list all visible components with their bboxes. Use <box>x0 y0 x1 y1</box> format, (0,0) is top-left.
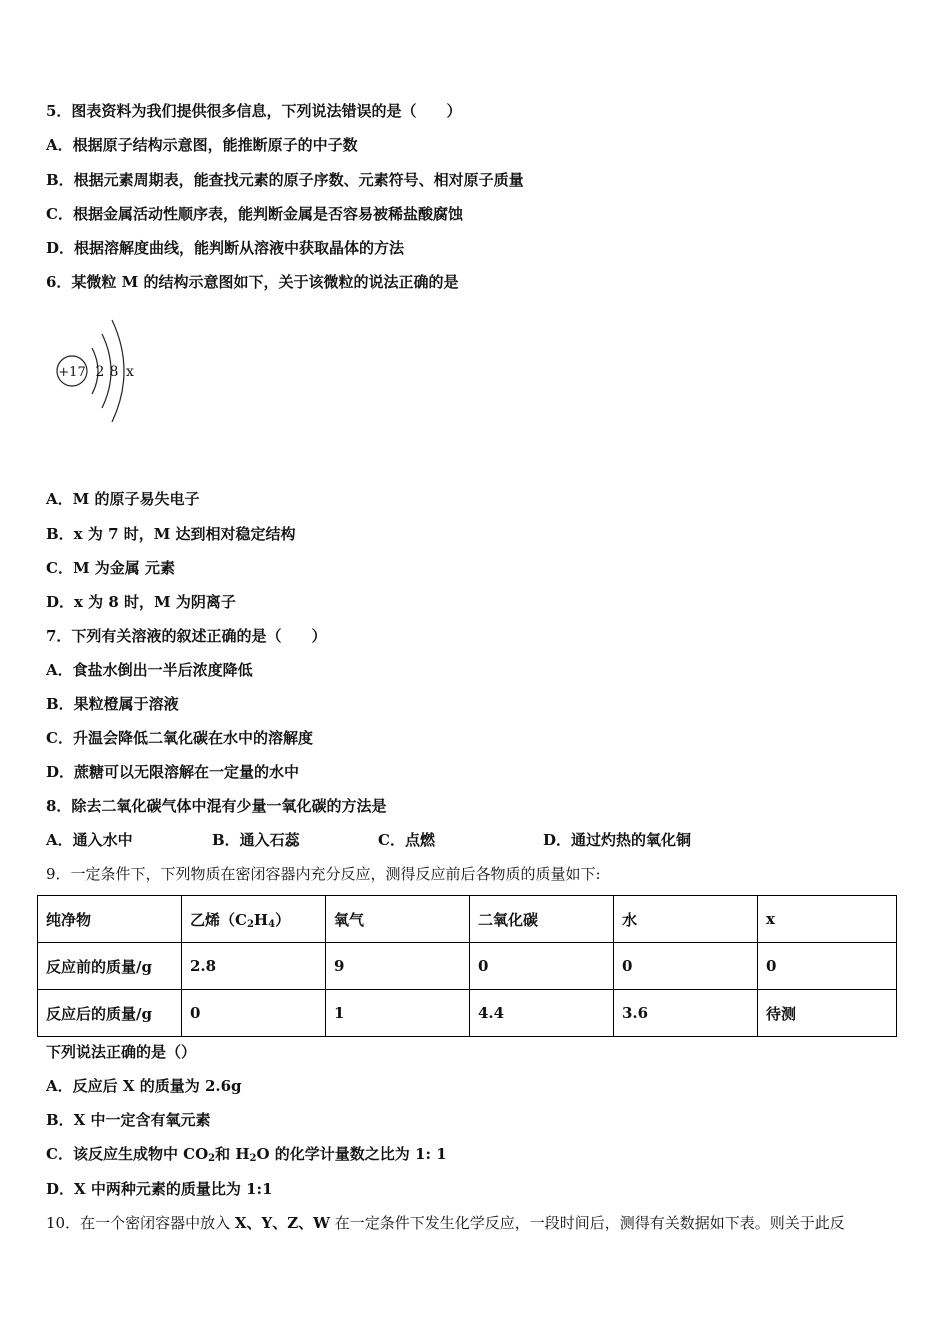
table-cell: 0 <box>182 990 326 1037</box>
table-cell: 反应后的质量/g <box>38 990 182 1037</box>
q5-option-c: C．根据金属活动性顺序表，能判断金属是否容易被稀盐酸腐蚀 <box>46 205 463 223</box>
q9-option-c: C．该反应生成物中 $CO_2$和 $H_2O$ 的化学计量数之比为 1: 1 <box>46 1145 447 1164</box>
table-cell: 0 <box>614 943 758 990</box>
table-row <box>38 990 897 1037</box>
q8-option-a: A．通入水中 <box>46 831 133 849</box>
q7-option-b: B．果粒橙属于溶液 <box>46 695 179 713</box>
table-cell: 1 <box>326 990 470 1037</box>
table-header-cell: 氧气 <box>326 896 470 943</box>
shell-1-electrons: 2 <box>95 364 105 380</box>
q6-option-a: A．M 的原子易失电子 <box>46 490 200 508</box>
table-header-cell: 纯净物 <box>38 896 182 943</box>
q6-option-d: D．x 为 8 时，M 为阴离子 <box>46 593 236 611</box>
table-header-row <box>38 896 897 943</box>
q10-stem: 10．在一个密闭容器中放入 X、Y、Z、W 在一定条件下发生化学反应，一段时间后，测得有关数据如下表。则关于此反 <box>46 1214 845 1232</box>
shell-3-electrons: x <box>126 364 134 380</box>
q6-stem: 6．某微粒 M 的结构示意图如下，关于该微粒的说法正确的是 <box>46 273 459 291</box>
table-cell: 4.4 <box>470 990 614 1037</box>
q8-option-c: C．点燃 <box>378 831 435 849</box>
table-cell: 2.8 <box>182 943 326 990</box>
nucleus-label: +17 <box>58 365 86 380</box>
table-cell: 待测 <box>758 990 897 1037</box>
q7-option-a: A．食盐水倒出一半后浓度降低 <box>46 661 253 679</box>
table-cell: 0 <box>470 943 614 990</box>
q7-option-c: C．升温会降低二氧化碳在水中的溶解度 <box>46 729 313 747</box>
q5-option-b: B．根据元素周期表，能查找元素的原子序数、元素符号、相对原子质量 <box>46 171 524 189</box>
q9-question: 下列说法正确的是（） <box>46 1043 197 1061</box>
table-header-cell: 二氧化碳 <box>470 896 614 943</box>
q8-stem: 8．除去二氧化碳气体中混有少量一氧化碳的方法是 <box>46 797 387 815</box>
table-cell: 9 <box>326 943 470 990</box>
table-header-cell: 水 <box>614 896 758 943</box>
table-header-cell: x <box>758 896 897 943</box>
table-row <box>38 943 897 990</box>
atomic-structure-diagram <box>50 312 160 432</box>
shell-2-electrons: 8 <box>109 364 119 380</box>
q6-option-c: C．M 为金属 元素 <box>46 559 175 577</box>
table-header-cell: 乙烯$(C_2H_4)$ <box>182 896 326 943</box>
q5-stem: 5．图表资料为我们提供很多信息，下列说法错误的是（ ） <box>46 102 462 120</box>
q9-option-a: A．反应后 X 的质量为 2.6g <box>46 1077 242 1095</box>
q9-mass-table <box>37 895 897 1037</box>
q9-stem: 9．一定条件下，下列物质在密闭容器内充分反应，测得反应前后各物质的质量如下: <box>46 865 601 883</box>
q7-option-d: D．蔗糖可以无限溶解在一定量的水中 <box>46 763 300 781</box>
table-cell: 3.6 <box>614 990 758 1037</box>
table-cell: 反应前的质量/g <box>38 943 182 990</box>
q5-option-a: A．根据原子结构示意图，能推断原子的中子数 <box>46 136 358 154</box>
table-cell: 0 <box>758 943 897 990</box>
q7-stem: 7．下列有关溶液的叙述正确的是（ ） <box>46 627 327 645</box>
q6-option-b: B．x 为 7 时，M 达到相对稳定结构 <box>46 525 296 543</box>
q9-option-d: D．X 中两种元素的质量比为 1:1 <box>46 1180 273 1198</box>
q8-option-b: B．通入石蕊 <box>212 831 300 849</box>
q9-option-b: B．X 中一定含有氧元素 <box>46 1111 211 1129</box>
q8-option-d: D．通过灼热的氧化铜 <box>543 831 692 849</box>
q5-option-d: D．根据溶解度曲线，能判断从溶液中获取晶体的方法 <box>46 239 405 257</box>
